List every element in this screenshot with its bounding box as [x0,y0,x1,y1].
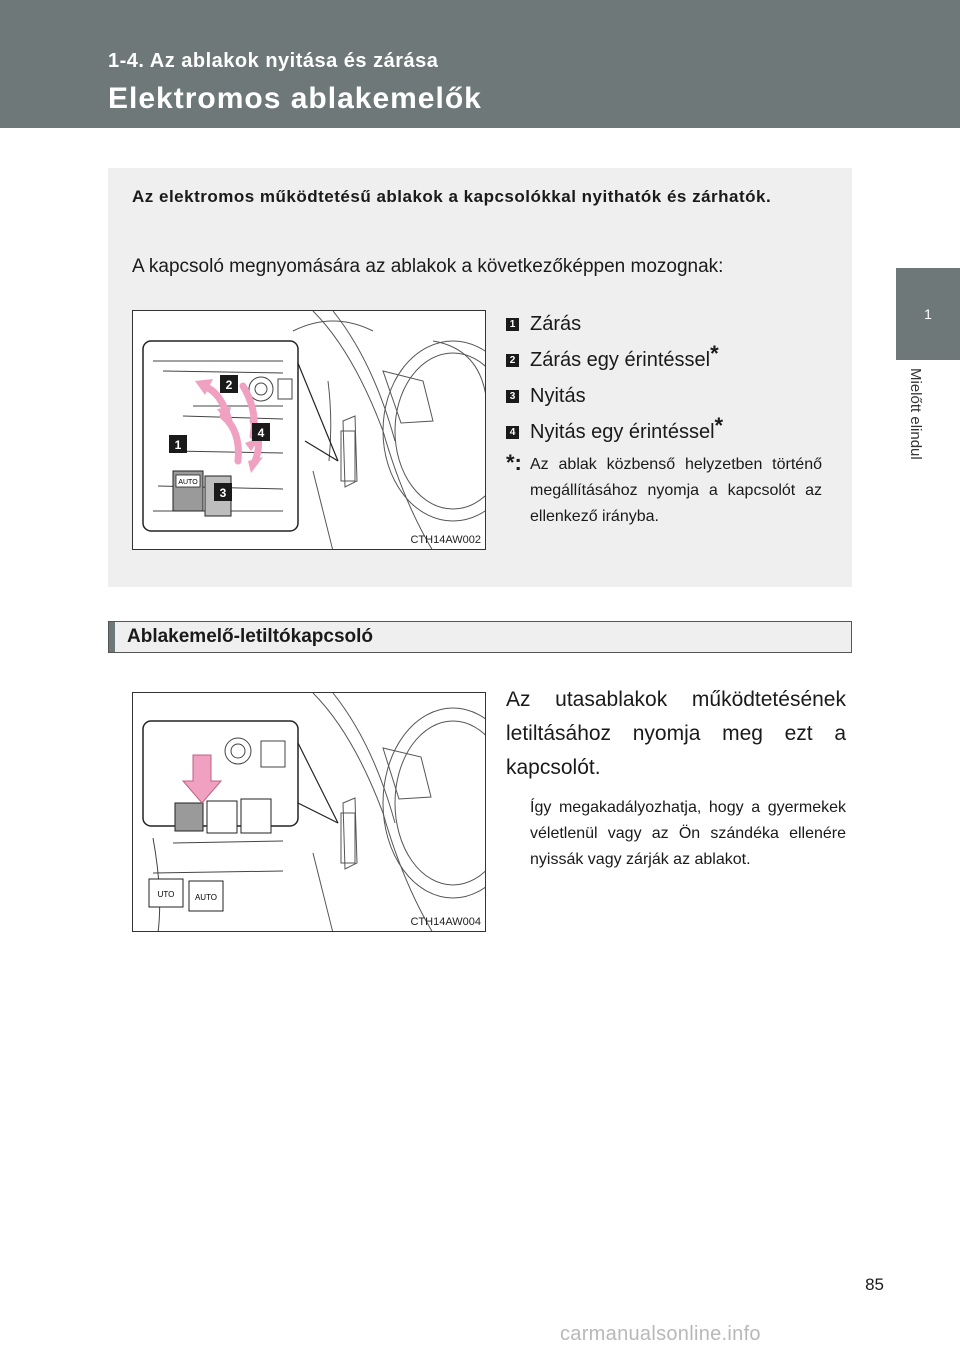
chapter-label: Mielőtt elindul [907,368,924,460]
legend-label: Nyitás [530,384,586,407]
svg-text:2: 2 [225,378,233,392]
watermark: carmanualsonline.info [560,1323,761,1345]
footnote-text: Az ablak közbenső helyzetben történő megállításához nyomja a kapcsolót az ellenkező irányba. [530,456,822,525]
legend-item [506,378,846,414]
section-title: Ablakemelő-letiltókapcsoló [127,626,374,647]
svg-text:1: 1 [174,438,182,452]
svg-text:AUTO: AUTO [178,479,198,486]
footnote [506,452,822,530]
section-heading [108,621,852,653]
chapter-number: 1 [924,306,932,322]
chapter-tab[interactable] [896,268,960,360]
legend-number: 1 [506,318,519,331]
svg-text:AUTO: AUTO [194,893,218,902]
svg-text:4: 4 [257,426,265,440]
page-title: Elektromos ablakemelők [108,82,482,115]
legend-item [506,306,846,342]
section-label: 1-4. Az ablakok nyitása és zárása [108,50,439,72]
figure-code: CTH14AW004 [410,916,481,928]
svg-text:3: 3 [219,486,227,500]
legend-item [506,414,846,450]
lock-switch-drawing [133,693,486,932]
legend-number: 4 [506,426,519,439]
legend-label: Zárás egy érintéssel [530,348,711,371]
intro-subtext: A kapcsoló megnyomására az ablakok a következőképpen mozognak: [132,256,724,277]
section-accent [109,622,115,652]
operation-legend [506,306,846,450]
lock-instruction: Az utasablakok működtetésének letiltásához nyomja meg ezt a kapcsolót. [506,688,846,779]
lock-explanation: Így megakadályozhatja, hogy a gyermekek véletlenül vagy az Ön szándéka ellenére nyissák vagy zárják az ablakot. [530,799,846,868]
lock-switch-illustration [132,692,486,932]
figure-code: CTH14AW002 [410,534,481,546]
footnote-star: *: [506,450,522,475]
legend-label: Nyitás egy érintéssel [530,420,715,443]
page-number: 85 [865,1275,884,1294]
footnote-marker: * [714,413,724,438]
intro-text: Az elektromos működtetésű ablakok a kapcsolókkal nyithatók és zárhatók. [132,187,772,206]
window-switch-drawing [133,311,486,550]
footnote-marker: * [710,341,719,366]
legend-item [506,342,846,378]
page-header [0,0,960,128]
legend-number: 2 [506,354,519,367]
svg-text:UTO: UTO [157,890,175,899]
legend-number: 3 [506,390,519,403]
legend-label: Zárás [530,312,582,335]
window-switch-illustration [132,310,486,550]
